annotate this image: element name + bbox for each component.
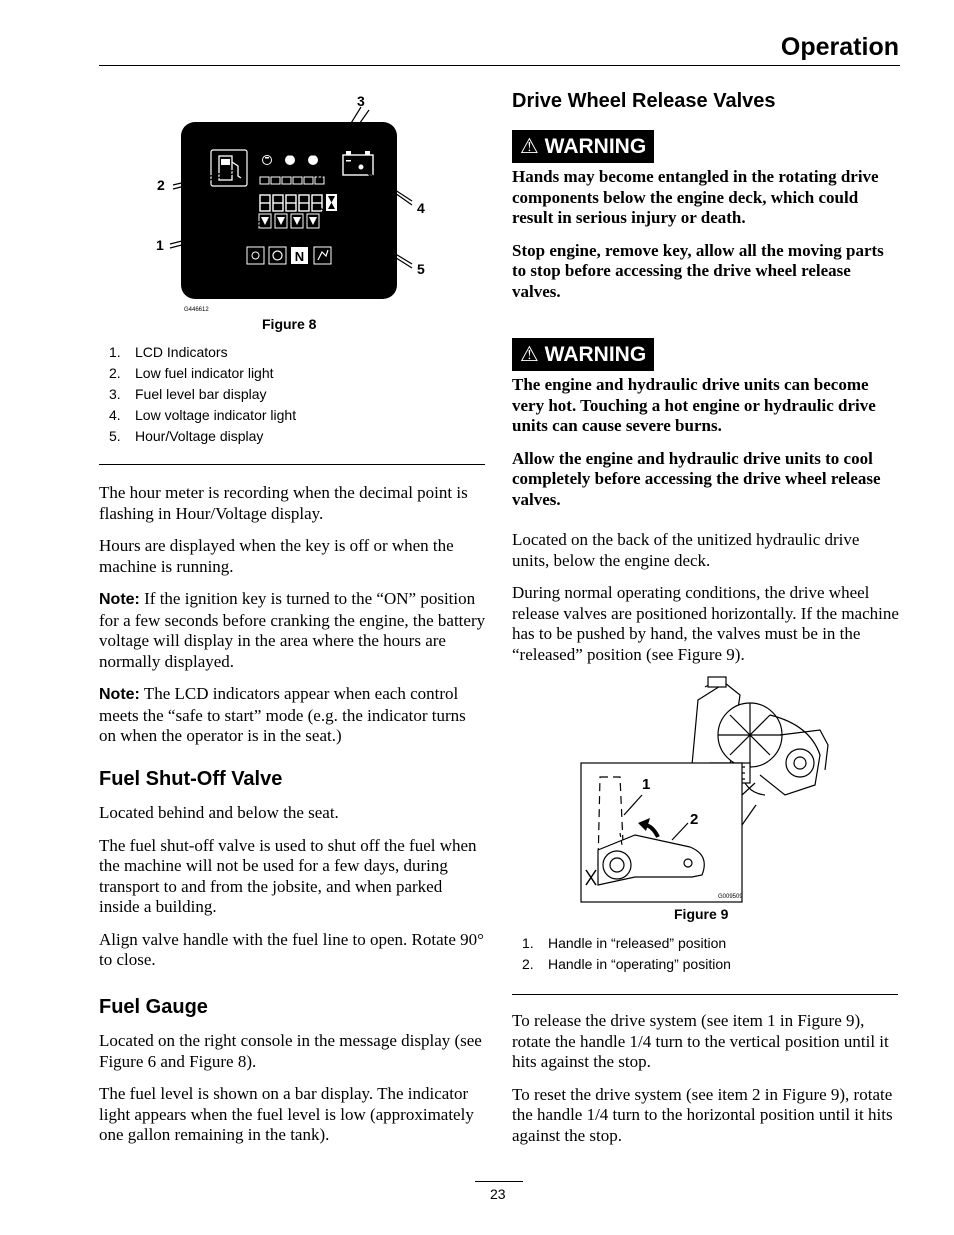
warning-block-2 bbox=[512, 338, 902, 522]
list-item: 1. LCD Indicators bbox=[109, 344, 228, 360]
paragraph: Located behind and below the seat. bbox=[99, 803, 339, 822]
list-item: 2. Low fuel indicator light bbox=[109, 365, 274, 381]
page-number: 23 bbox=[490, 1186, 506, 1202]
note-label: Note: bbox=[99, 686, 140, 703]
paragraph: During normal operating conditions, the drive wheel release valves are positioned horizontally. If the machine has to be pushed by hand, the valves must be in the “released” position (see Figure 9). bbox=[512, 583, 899, 664]
figure8-callout-4: 4 bbox=[417, 200, 425, 216]
right-column-text bbox=[512, 530, 900, 677]
list-item: 3. Fuel level bar display bbox=[109, 386, 267, 402]
warning-block-1 bbox=[512, 130, 902, 314]
figure-8 bbox=[150, 88, 440, 318]
drive-wheel-section bbox=[512, 90, 902, 113]
figure9-legend bbox=[512, 933, 892, 975]
figure8-callout-1: 1 bbox=[156, 237, 164, 253]
paragraph: The hour meter is recording when the decimal point is flashing in Hour/Voltage display. bbox=[99, 483, 468, 523]
figure8-callout-3: 3 bbox=[357, 93, 365, 109]
paragraph: Align valve handle with the fuel line to open. Rotate 90° to close. bbox=[99, 929, 484, 969]
left-column-text bbox=[99, 483, 487, 759]
right-column-bottom-text bbox=[512, 1011, 900, 1158]
paragraph: To release the drive system (see item 1 in Figure 9), rotate the handle 1/4 turn to the vertical position until it hits against the stop. bbox=[512, 1011, 889, 1071]
warning-text: Stop engine, remove key, allow all the moving parts to stop before accessing the drive wheel release valves. bbox=[512, 240, 884, 301]
figure9-callout-1: 1 bbox=[642, 776, 651, 793]
figure8-caption: Figure 8 bbox=[262, 316, 317, 332]
figure8-code: G446612 bbox=[184, 307, 209, 313]
figure8-rule bbox=[99, 464, 485, 465]
note: Note: The LCD indicators appear when each control meets the “safe to start” mode (e.g. the indicator turns on when the operator is in the seat.) bbox=[99, 684, 466, 745]
figure9-caption: Figure 9 bbox=[674, 906, 729, 922]
figure-9 bbox=[580, 675, 860, 905]
paragraph: The fuel level is shown on a bar display. The indicator light appears when the fuel level is low (approximately one gallon remaining in the tank). bbox=[99, 1084, 474, 1144]
list-item: 4. Low voltage indicator light bbox=[109, 407, 297, 423]
figure9-rule bbox=[512, 994, 898, 995]
section-heading: Drive Wheel Release Valves bbox=[512, 90, 776, 112]
paragraph: The fuel shut-off valve is used to shut off the fuel when the machine will not be used for a few days, during transport to and from the jobsite, and when parked inside a building. bbox=[99, 835, 477, 916]
list-item: 2. Handle in “operating” position bbox=[522, 956, 731, 972]
header-rule bbox=[99, 65, 900, 66]
footer-rule bbox=[475, 1181, 523, 1182]
section-heading: Fuel Shut-Off Valve bbox=[99, 768, 283, 790]
figure8-legend bbox=[99, 342, 479, 447]
warning-text: The engine and hydraulic drive units can become very hot. Touching a hot engine or hydraulic drive units can cause severe burns. bbox=[512, 375, 876, 435]
note-label: Note: bbox=[99, 591, 140, 608]
paragraph: To reset the drive system (see item 2 in Figure 9), rotate the handle 1/4 turn to the horizontal position until it hits against the stop. bbox=[512, 1084, 893, 1145]
section-heading: Fuel Gauge bbox=[99, 996, 208, 1018]
fuel-shutoff-section bbox=[99, 768, 487, 983]
note: Note: If the ignition key is turned to the “ON” position for a few seconds before cranking the engine, the battery voltage will display in the area where the hours are normally displayed. bbox=[99, 589, 486, 671]
figure8-callout-2: 2 bbox=[157, 177, 165, 193]
warning-triangle-icon: ⚠ bbox=[520, 135, 539, 158]
warning-badge: ⚠ WARNING bbox=[512, 130, 654, 163]
drive-valve-illustration bbox=[580, 675, 860, 905]
warning-badge: ⚠ WARNING bbox=[512, 338, 654, 371]
neutral-indicator-label: N bbox=[294, 249, 305, 264]
figure9-code: G009509 bbox=[718, 894, 743, 900]
paragraph: Located on the right console in the message display (see Figure 6 and Figure 8). bbox=[99, 1031, 482, 1071]
warning-text: Hands may become entangled in the rotating drive components below the engine deck, which could result in serious injury or death. bbox=[512, 167, 879, 227]
warning-triangle-icon: ⚠ bbox=[520, 343, 539, 366]
fuel-gauge-section bbox=[99, 996, 487, 1158]
lcd-display-illustration bbox=[150, 88, 440, 318]
paragraph: Located on the back of the unitized hydraulic drive units, below the engine deck. bbox=[512, 530, 860, 570]
paragraph: Hours are displayed when the key is off or when the machine is running. bbox=[99, 536, 454, 576]
page-header-title: Operation bbox=[780, 33, 899, 61]
list-item: 1. Handle in “released” position bbox=[522, 935, 727, 951]
figure8-callout-5: 5 bbox=[417, 261, 425, 277]
figure9-callout-2: 2 bbox=[690, 811, 699, 828]
warning-text: Allow the engine and hydraulic drive units to cool completely before accessing the drive wheel release valves. bbox=[512, 448, 881, 509]
hourglass-icon bbox=[326, 194, 337, 211]
list-item: 5. Hour/Voltage display bbox=[109, 428, 264, 444]
